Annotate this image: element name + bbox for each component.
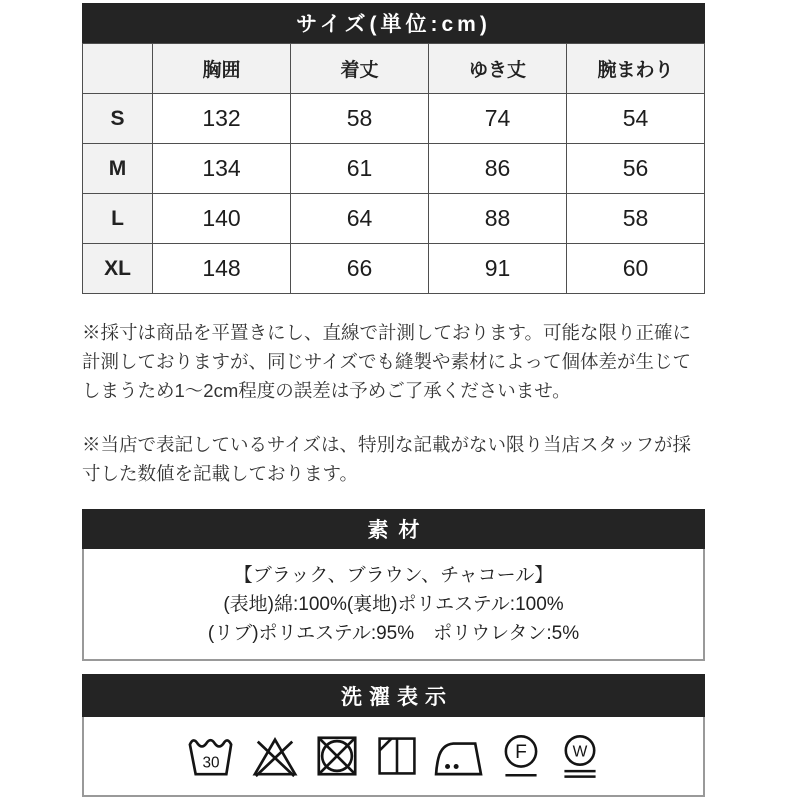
size-label-l: L (83, 194, 153, 244)
cell-l-sleeve: 88 (429, 194, 567, 244)
cell-s-sleeve: 74 (429, 94, 567, 144)
size-label-m: M (83, 144, 153, 194)
no-bleach-icon (251, 733, 299, 779)
size-section (82, 3, 705, 294)
cell-xl-sleeve: 91 (429, 244, 567, 294)
corner-cell (83, 44, 153, 94)
size-label-s: S (83, 94, 153, 144)
care-section (82, 674, 705, 797)
measurement-notes (82, 318, 705, 488)
wet-clean-letter: W (572, 743, 587, 761)
cell-xl-arm: 60 (567, 244, 705, 294)
table-row-s (83, 94, 705, 144)
cell-xl-length: 66 (291, 244, 429, 294)
cell-s-chest: 132 (153, 94, 291, 144)
cell-s-length: 58 (291, 94, 429, 144)
note-measurement-tolerance: ※採寸は商品を平置きにし、直線で計測しております。可能な限り正確に計測しておりますが、同じサイズでも縫製や素材によって個体差が生じてしまうため1〜2cm程度の誤差は予めご了承くださいませ。 (82, 322, 692, 401)
care-section-title: 洗濯表示 (341, 685, 453, 709)
size-table (82, 43, 705, 294)
table-row-m (83, 144, 705, 194)
dry-clean-f-icon (499, 732, 543, 780)
cell-m-sleeve: 86 (429, 144, 567, 194)
wet-clean-w-icon (558, 732, 602, 780)
size-section-header (82, 3, 705, 43)
material-box (82, 549, 705, 661)
note-staff-measured: ※当店で表記しているサイズは、特別な記載がない限り当店スタッフが採寸した数値を記載しております。 (82, 434, 692, 484)
column-header-length: 着丈 (291, 44, 429, 94)
care-symbols-row (82, 717, 705, 797)
cell-m-length: 61 (291, 144, 429, 194)
cell-m-arm: 56 (567, 144, 705, 194)
iron-medium-icon (434, 735, 484, 777)
material-fabric-line: (表地)綿:100%(裏地)ポリエステル:100% (223, 593, 564, 615)
column-header-chest: 胸囲 (153, 44, 291, 94)
material-section-header (82, 509, 705, 549)
cell-l-chest: 140 (153, 194, 291, 244)
cell-m-chest: 134 (153, 144, 291, 194)
cell-l-length: 64 (291, 194, 429, 244)
material-rib-line: (リブ)ポリエステル:95% ポリウレタン:5% (207, 622, 580, 644)
no-tumble-dry-icon (314, 733, 360, 779)
column-header-arm: 腕まわり (567, 44, 705, 94)
shade-line-dry-icon (375, 733, 419, 779)
material-section (82, 509, 705, 661)
material-colors-line: 【ブラック、ブラウン、チャコール】 (233, 564, 554, 586)
cell-s-arm: 54 (567, 94, 705, 144)
wash-temperature-label: 30 (201, 754, 220, 772)
table-row-xl (83, 244, 705, 294)
column-header-sleeve: ゆき丈 (429, 44, 567, 94)
dry-clean-letter: F (514, 741, 527, 763)
size-section-title: サイズ(単位:cm) (296, 13, 491, 36)
table-row-l (83, 194, 705, 244)
cell-l-arm: 58 (567, 194, 705, 244)
cell-xl-chest: 148 (153, 244, 291, 294)
size-chart-page (82, 3, 705, 797)
size-table-header-row (83, 44, 705, 94)
machine-wash-30-icon (186, 733, 236, 779)
size-label-xl: XL (83, 244, 153, 294)
material-section-title: 素材 (367, 519, 430, 542)
care-section-header (82, 674, 705, 717)
